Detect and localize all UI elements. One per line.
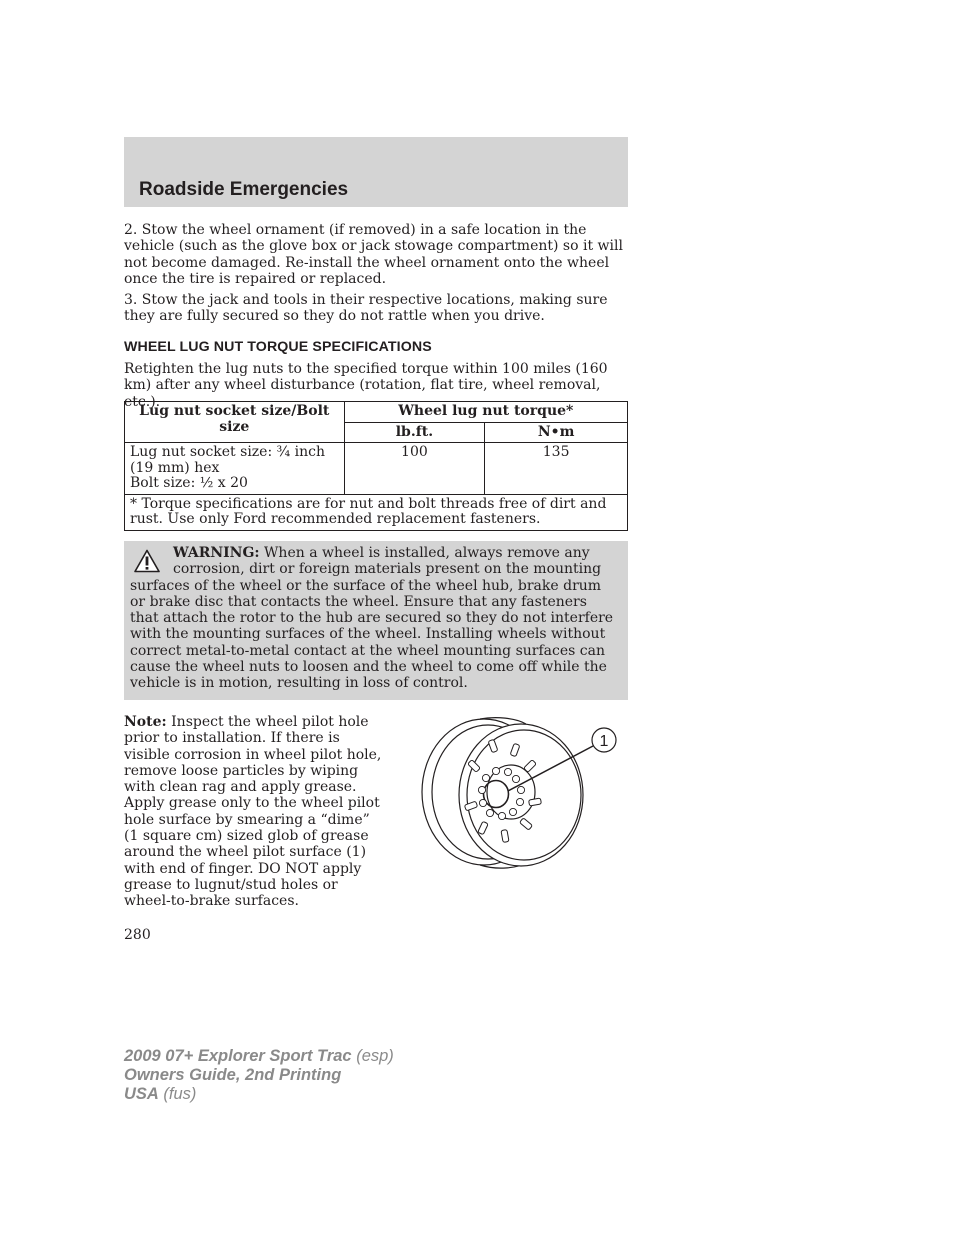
footer — [124, 1047, 394, 1104]
column-header-socket-size: Lug nut socket size/Bolt size — [125, 402, 345, 443]
column-header-torque: Wheel lug nut torque* — [344, 402, 627, 423]
warning-text-line2: corrosion, dirt or foreign materials present on the mounting — [173, 561, 602, 578]
footer-line2 — [124, 1066, 394, 1085]
torque-spec-table — [124, 401, 628, 531]
torque-lbft-cell: 100 — [344, 443, 485, 495]
subheader-nm: N•m — [485, 422, 628, 443]
table-header-row — [125, 402, 628, 423]
footer-line1 — [124, 1047, 394, 1066]
footer-market-code: (fus) — [158, 1085, 197, 1103]
page-title: Roadside Emergencies — [139, 179, 349, 200]
footer-model: 2009 07+ Explorer Sport Trac — [124, 1047, 352, 1065]
step-2-paragraph: 2. Stow the wheel ornament (if removed) in a safe location in the vehicle (such as the glove box or jack stowage compartment) so it will not become damaged. Re-install the wheel ornament onto the wheel once the tire is repaired or replaced. — [124, 222, 623, 287]
warning-label: WARNING: — [173, 545, 260, 561]
table-footnote: * Torque specifications are for nut and bolt threads free of dirt and rust. Use only Ford recommended replacement fasteners. — [125, 494, 628, 530]
warning-text-line1: When a wheel is installed, always remove any — [264, 545, 590, 561]
warning-text-rest: surfaces of the wheel or the surface of the wheel hub, brake drum or brake disc that contacts the wheel. Ensure that any fasteners that attach the rotor to the hub are secured so they do not interfere with the mounting surfaces of the wheel. Installing wheels without correct metal-to-metal contact at the wheel mounting surfaces can cause the wheel nuts to loosen and the wheel to come off while the vehicle is in motion, resulting in loss of control. — [130, 577, 614, 692]
footer-market: USA — [124, 1085, 159, 1103]
footer-line3 — [124, 1085, 394, 1104]
table-row — [125, 443, 628, 495]
subheader-lbft: lb.ft. — [344, 422, 485, 443]
table-footnote-row — [125, 494, 628, 530]
note-label: Note: — [124, 714, 167, 730]
footer-guide: Owners Guide, 2nd Printing — [124, 1066, 342, 1084]
note-text: Inspect the wheel pilot hole prior to installation. If there is visible corrosion in wheel pilot hole, remove loose particles by wiping with clean rag and apply grease. Apply grease only to the wheel pilot hole surface by smearing a “dime” (1 square cm) sized glob of grease around the wheel pilot surface (1) with end of finger. DO NOT apply grease to lugnut/stud holes or wheel-to-brake surfaces. — [124, 714, 382, 910]
bolt-size-line: Bolt size: ½ x 20 — [130, 475, 248, 491]
section-heading: WHEEL LUG NUT TORQUE SPECIFICATIONS — [124, 339, 432, 355]
socket-size-line2: (19 mm) hex — [130, 459, 220, 476]
note-paragraph — [124, 714, 384, 910]
socket-size-line1: Lug nut socket size: ¾ inch — [130, 444, 325, 460]
footer-model-code: (esp) — [351, 1047, 394, 1065]
warning-box — [124, 541, 628, 700]
section-header — [124, 137, 628, 207]
callout-number: 1 — [599, 733, 609, 750]
wheel-illustration — [416, 712, 626, 880]
socket-size-cell — [125, 443, 345, 495]
section-intro: Retighten the lug nuts to the specified torque within 100 miles (160 km) after any wheel disturbance (rotation, flat tire, wheel removal, etc.). — [124, 361, 608, 410]
step-3-paragraph: 3. Stow the jack and tools in their respective locations, making sure they are fully secured so they do not rattle when you drive. — [124, 292, 608, 325]
warning-text — [130, 545, 616, 692]
torque-nm-cell: 135 — [485, 443, 628, 495]
page-number: 280 — [124, 927, 151, 943]
